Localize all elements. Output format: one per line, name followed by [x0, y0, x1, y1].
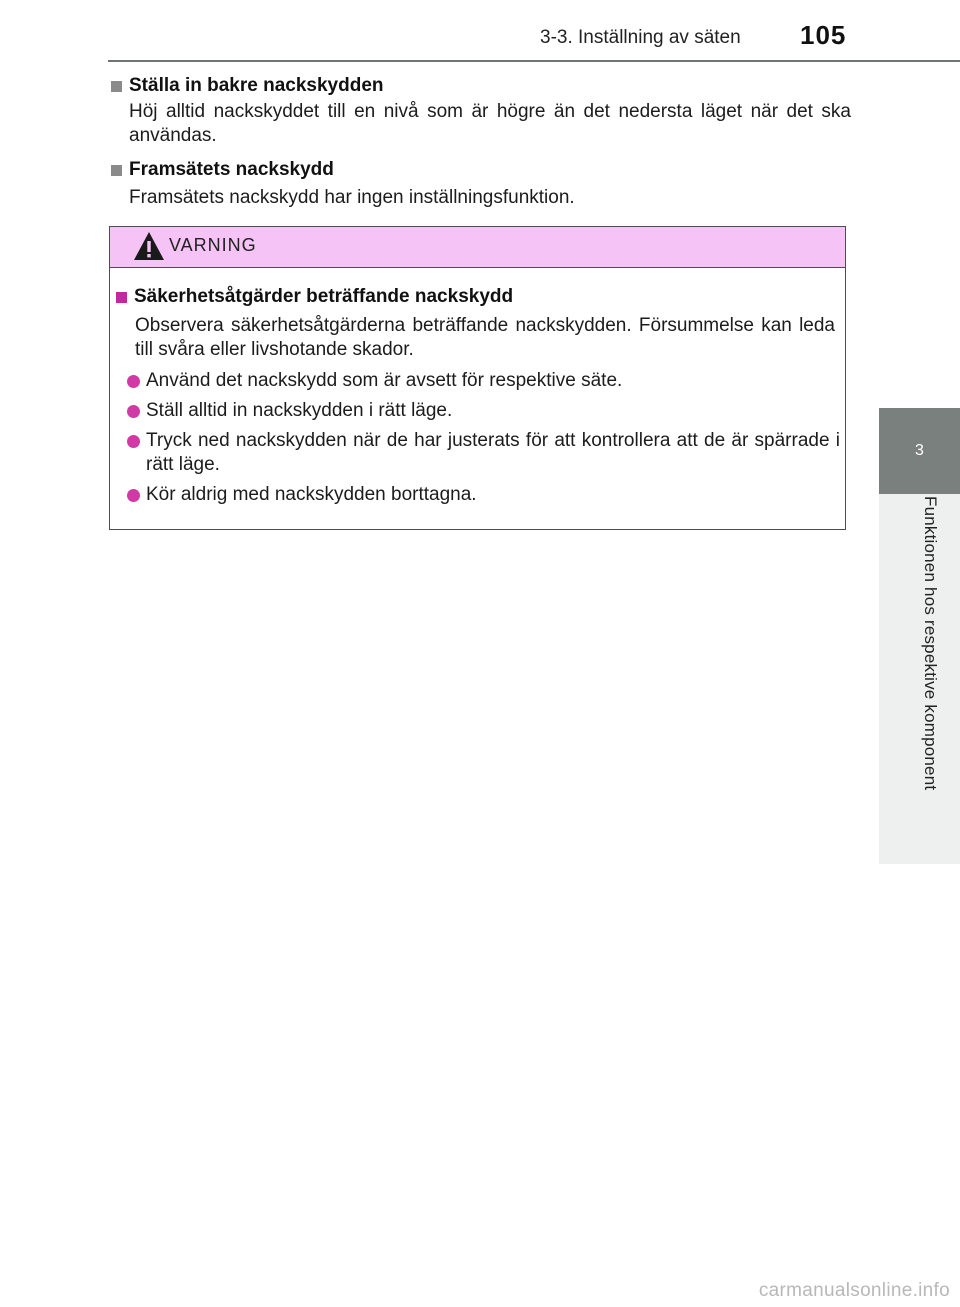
section-heading — [111, 158, 851, 182]
warning-intro: Observera säkerhetsåtgärderna beträffande nackskydden. Försummelse kan leda till svåra eller livshotande skador. — [135, 315, 835, 360]
warning-bullet-text: Använd det nackskydd som är avsett för respektive säte. — [146, 370, 623, 391]
warning-bullet-text: Kör aldrig med nackskydden borttagna. — [146, 484, 477, 505]
round-bullet-icon — [127, 375, 140, 388]
warning-header — [110, 227, 845, 268]
header-divider — [108, 60, 960, 62]
warning-bullet — [120, 483, 840, 507]
section-body: Framsätets nackskydd har ingen inställningsfunktion. — [129, 187, 575, 208]
warning-bullet — [120, 399, 840, 423]
section-front-headrest — [111, 158, 851, 210]
warning-bullet — [120, 369, 840, 393]
warning-title: VARNING — [169, 235, 257, 255]
warning-bullet — [120, 429, 840, 477]
section-heading — [111, 74, 851, 98]
page-number: 105 — [800, 20, 847, 50]
watermark: carmanualsonline.info — [758, 1280, 950, 1301]
warning-heading-text: Säkerhetsåtgärder beträffande nackskydd — [134, 286, 514, 307]
round-bullet-icon — [127, 435, 140, 448]
section-heading-text: Ställa in bakre nackskydden — [129, 75, 384, 96]
warning-triangle-icon — [132, 230, 166, 262]
section-body: Höj alltid nackskyddet till en nivå som är högre än det nedersta läget när det ska användas. — [129, 101, 851, 146]
warning-heading — [116, 285, 513, 309]
chapter-number: 3 — [915, 442, 924, 459]
section-heading-text: Framsätets nackskydd — [129, 159, 334, 180]
round-bullet-icon — [127, 489, 140, 502]
chapter-tab — [879, 408, 960, 494]
warning-bullet-text: Tryck ned nackskydden när de har justerats för att kontrollera att de är spärrade i rätt läge. — [146, 430, 840, 475]
square-bullet-icon — [116, 292, 127, 303]
running-header-title: 3-3. Inställning av säten — [540, 27, 741, 48]
warning-box — [109, 226, 846, 530]
round-bullet-icon — [127, 405, 140, 418]
square-bullet-icon — [111, 81, 122, 92]
square-bullet-icon — [111, 165, 122, 176]
section-rear-headrests — [111, 74, 851, 148]
chapter-label: Funktionen hos respektive komponent — [921, 496, 940, 791]
warning-bullet-text: Ställ alltid in nackskydden i rätt läge. — [146, 400, 453, 421]
